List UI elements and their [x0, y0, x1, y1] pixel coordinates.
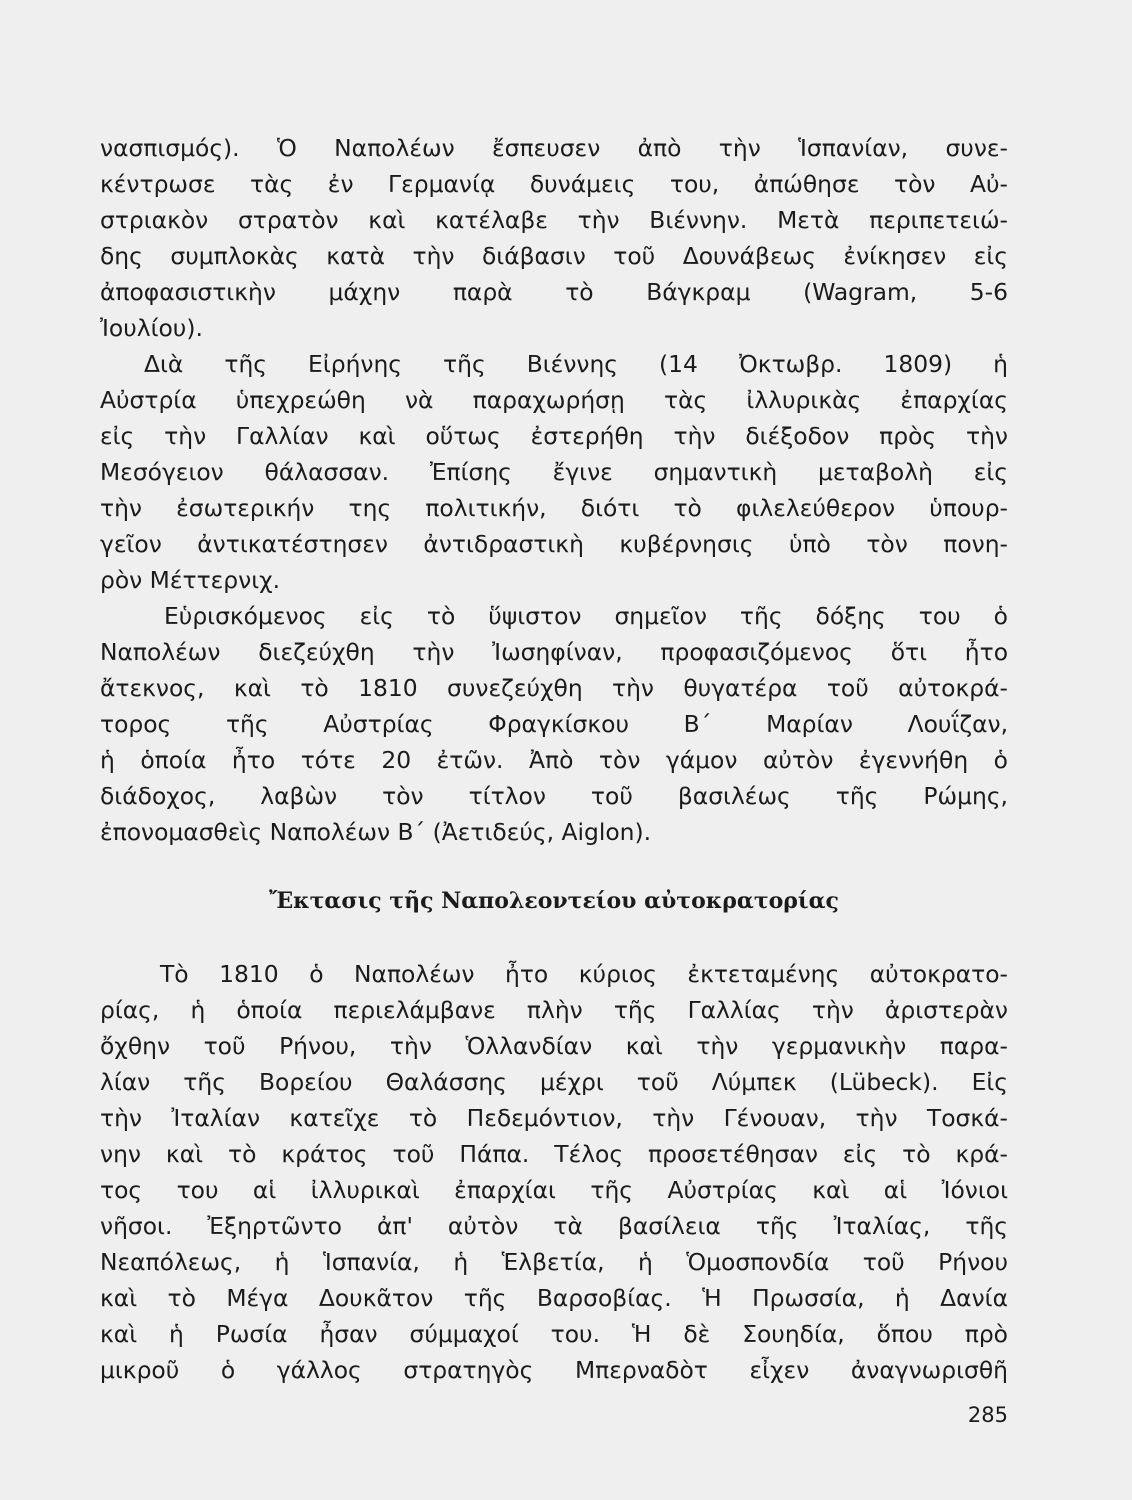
text-line: διάδοχος, λαβὼν τὸν τίτλον τοῦ βασιλέως τῆς Ρώμης, — [100, 782, 1008, 810]
section-heading: Ἔκτασις τῆς Ναπολεοντείου αὐτοκρατορίας — [269, 888, 839, 914]
text-line: μικροῦ ὁ γάλλος στρατηγὸς Μπερναδὸτ εἶχεν ἀναγνωρισθῆ — [100, 1356, 1008, 1384]
text-line: γεῖον ἀντικατέστησεν ἀντιδραστικὴ κυβέρνησις ὑπὸ τὸν πονη- — [100, 530, 1008, 558]
paragraph-empire-extent — [100, 956, 1008, 1388]
text-line: ἄτεκνος, καὶ τὸ 1810 συνεζεύχθη τὴν θυγατέρα τοῦ αὐτοκρά- — [100, 674, 1008, 702]
text-line: νασπισμός). Ὁ Ναπολέων ἔσπευσεν ἀπὸ τὴν Ἱσπανίαν, συνε- — [100, 134, 1008, 162]
text-line: τος του αἱ ἰλλυρικαὶ ἐπαρχίαι τῆς Αὐστρίας καὶ αἱ Ἰόνιοι — [100, 1176, 1008, 1204]
text-line: καὶ ἡ Ρωσία ἦσαν σύμμαχοί του. Ἡ δὲ Σουηδία, ὅπου πρὸ — [100, 1320, 1008, 1348]
text-line: ὄχθην τοῦ Ρήνου, τὴν Ὁλλανδίαν καὶ τὴν γερμανικὴν παρα- — [100, 1032, 1008, 1060]
text-line: τὴν Ἰταλίαν κατεῖχε τὸ Πεδεμόντιον, τὴν Γένουαν, τὴν Τοσκά- — [100, 1104, 1008, 1132]
paragraph-wagram — [100, 130, 1008, 346]
text-line: ἡ ὁποία ἦτο τότε 20 ἐτῶν. Ἀπὸ τὸν γάμον αὐτὸν ἐγεννήθη ὁ — [100, 746, 1008, 774]
paragraph-peace-of-vienna — [100, 346, 1008, 598]
text-line: τὴν ἐσωτερικήν της πολιτικήν, διότι τὸ φιλελεύθερον ὑπουρ- — [100, 494, 1008, 522]
text-line: στριακὸν στρατὸν καὶ κατέλαβε τὴν Βιέννην. Μετὰ περιπετειώ- — [100, 206, 1008, 234]
text-line: Τὸ 1810 ὁ Ναπολέων ἦτο κύριος ἐκτεταμένης αὐτοκρατο- — [160, 960, 1008, 988]
text-line: εἰς τὴν Γαλλίαν καὶ οὕτως ἐστερήθη τὴν διέξοδον πρὸς τὴν — [100, 422, 1008, 450]
text-line: κέντρωσε τὰς ἐν Γερμανίᾳ δυνάμεις του, ἀπώθησε τὸν Αὐ- — [100, 170, 1008, 198]
text-line: Εὑρισκόμενος εἰς τὸ ὕψιστον σημεῖον τῆς δόξης του ὁ — [164, 602, 1008, 630]
text-line: ἐπονομασθεὶς Ναπολέων Β΄ (Ἀετιδεύς, Aiglon). — [100, 818, 652, 846]
text-line: Διὰ τῆς Εἰρήνης τῆς Βιέννης (14 Ὀκτωβρ. 1809) ἡ — [144, 350, 1008, 378]
text-line: Νεαπόλεως, ἡ Ἱσπανία, ἡ Ἑλβετία, ἡ Ὁμοσπονδία τοῦ Ρήνου — [100, 1248, 1008, 1276]
text-line: ρίας, ἡ ὁποία περιελάμβανε πλὴν τῆς Γαλλίας τὴν ἀριστερὰν — [100, 996, 1008, 1024]
text-line: Ναπολέων διεζεύχθη τὴν Ἰωσηφίναν, προφασιζόμενος ὅτι ἦτο — [100, 638, 1008, 666]
text-line: δης συμπλοκὰς κατὰ τὴν διάβασιν τοῦ Δουνάβεως ἐνίκησεν εἰς — [100, 242, 1008, 270]
text-line: νῆσοι. Ἐξηρτῶντο ἀπ' αὐτὸν τὰ βασίλεια τῆς Ἰταλίας, τῆς — [100, 1212, 1008, 1240]
paragraph-marie-louise — [100, 598, 1008, 850]
page-number: 285 — [967, 1403, 1008, 1427]
text-line: λίαν τῆς Βορείου Θαλάσσης μέχρι τοῦ Λύμπεκ (Lübeck). Εἰς — [100, 1068, 1008, 1096]
text-line: ρὸν Μέττερνιχ. — [100, 566, 281, 594]
text-line: καὶ τὸ Μέγα Δουκᾶτον τῆς Βαρσοβίας. Ἡ Πρωσσία, ἡ Δανία — [100, 1284, 1008, 1312]
text-line: νην καὶ τὸ κράτος τοῦ Πάπα. Τέλος προσετέθησαν εἰς τὸ κρά- — [100, 1140, 1008, 1168]
text-line: ἀποφασιστικὴν μάχην παρὰ τὸ Βάγκραμ (Wagram, 5-6 — [100, 278, 1008, 306]
text-line: τορος τῆς Αὐστρίας Φραγκίσκου Β΄ Μαρίαν Λουΐζαν, — [100, 710, 1008, 738]
text-line: Αὐστρία ὑπεχρεώθη νὰ παραχωρήσῃ τὰς ἰλλυρικὰς ἐπαρχίας — [100, 386, 1008, 414]
text-line: Μεσόγειον θάλασσαν. Ἐπίσης ἔγινε σημαντικὴ μεταβολὴ εἰς — [100, 458, 1008, 486]
text-line: Ἰουλίου). — [100, 314, 203, 342]
